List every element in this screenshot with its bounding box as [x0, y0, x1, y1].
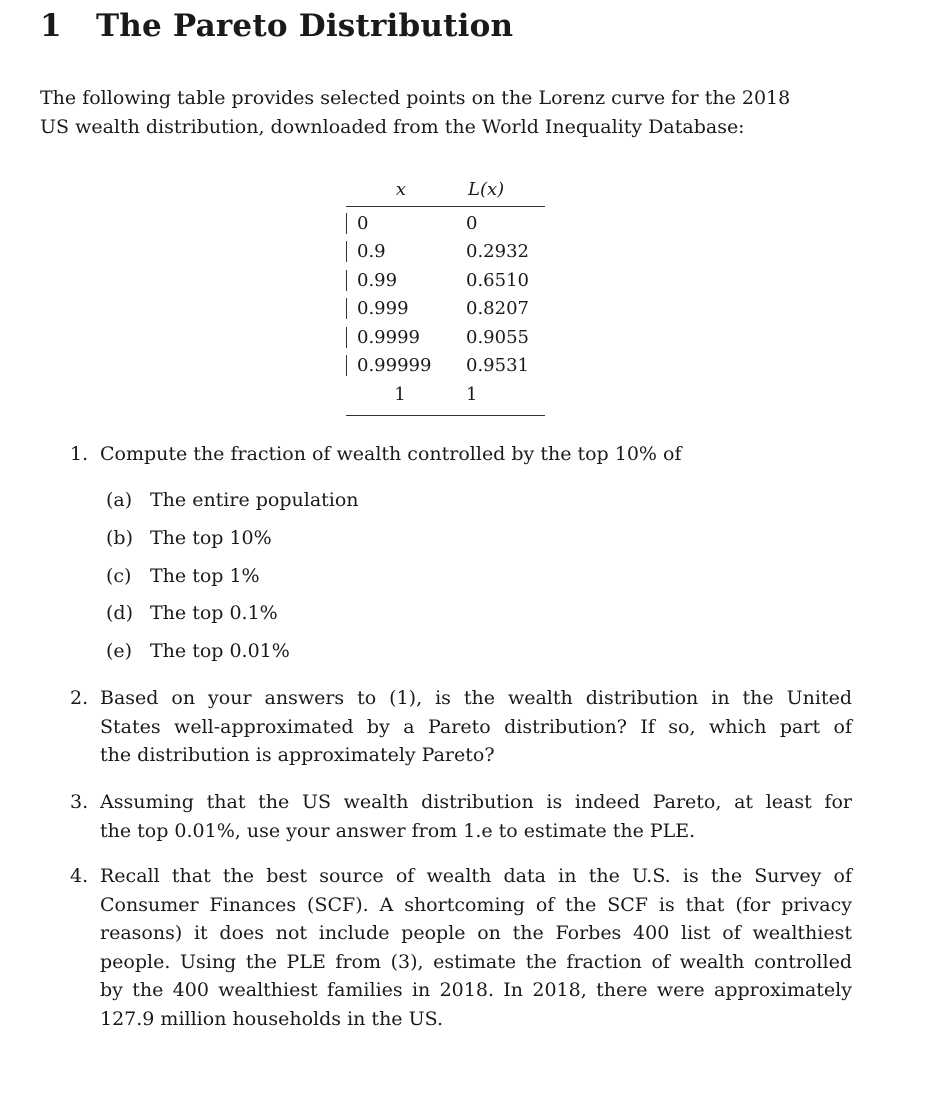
subquestion-c: [106, 562, 260, 590]
cell-lx: 1: [466, 383, 478, 405]
subquestion-d: [106, 599, 278, 627]
question-number: 1.: [70, 443, 89, 465]
subquestion-text: The top 0.1%: [150, 602, 278, 624]
question-number: 2.: [70, 687, 89, 709]
question-number: 4.: [70, 865, 89, 887]
subquestion-label: (a): [106, 489, 133, 511]
subquestion-label: (d): [106, 602, 133, 624]
question-text: [100, 440, 852, 469]
cell-x: 0.99: [346, 270, 454, 291]
table-row: [346, 238, 545, 267]
question-line: reasons) it does not include people on the Forbes 400 list of wealthiest: [100, 922, 852, 944]
table-row: [346, 380, 545, 409]
subquestion-text: The entire population: [150, 489, 359, 511]
table-row: [346, 352, 545, 381]
intro-line: The following table provides selected points on the Lorenz curve for the 2018: [40, 87, 791, 109]
cell-x: 0.9999: [346, 327, 454, 348]
table-header: [346, 172, 545, 207]
table-row: [346, 323, 545, 352]
section-title: The Pareto Distribution: [96, 8, 514, 44]
question-line: the top 0.01%, use your answer from 1.e to estimate the PLE.: [100, 819, 696, 842]
subquestion-text: The top 0.01%: [150, 640, 290, 662]
subquestion-e: [106, 637, 290, 665]
question-line: 127.9 million households in the US.: [100, 1007, 443, 1030]
column-header-x: x: [395, 178, 407, 200]
subquestion-text: The top 10%: [150, 527, 272, 549]
intro-line: US wealth distribution, downloaded from the World Inequality Database:: [40, 116, 745, 138]
section-heading: [40, 8, 513, 44]
cell-lx: 0.2932: [466, 241, 529, 263]
cell-x: 1: [394, 383, 406, 405]
question-text: [100, 788, 852, 845]
subquestion-label: (c): [106, 565, 132, 587]
cell-lx: 0.8207: [466, 298, 529, 320]
lorenz-table: [346, 172, 545, 416]
column-header-lx: L(x): [468, 178, 505, 200]
question-text: [100, 684, 852, 770]
subquestion-label: (e): [106, 640, 133, 662]
intro-paragraph: [40, 84, 840, 142]
cell-lx: 0.9055: [466, 326, 529, 348]
question-number: 3.: [70, 791, 89, 813]
cell-x: 0.9: [346, 241, 454, 262]
cell-lx: 0: [466, 212, 478, 234]
question-line: by the 400 wealthiest families in 2018. In 2018, there were approximately: [100, 979, 852, 1001]
subquestion-text: The top 1%: [150, 565, 260, 587]
question-line: Recall that the best source of wealth data in the U.S. is the Survey of: [100, 865, 852, 887]
cell-x: 0: [346, 213, 454, 234]
table-row: [346, 295, 545, 324]
subquestion-label: (b): [106, 527, 133, 549]
cell-x: 0.999: [346, 298, 454, 319]
table-row: [346, 266, 545, 295]
question-line: Consumer Finances (SCF). A shortcoming of the SCF is that (for privacy: [100, 893, 852, 916]
cell-lx: 0.9531: [466, 355, 529, 377]
cell-lx: 0.6510: [466, 269, 529, 291]
question-line: Assuming that the US wealth distribution is indeed Pareto, at least for: [100, 791, 852, 813]
table-body: [346, 207, 545, 416]
question-text: [100, 862, 852, 1033]
question-line: people. Using the PLE from (3), estimate the fraction of wealth controlled: [100, 950, 852, 973]
question-line: Based on your answers to (1), is the wealth distribution in the United: [100, 687, 852, 709]
cell-x: 0.99999: [346, 355, 454, 376]
table-row: [346, 209, 545, 238]
question-line: Compute the fraction of wealth controlled by the top 10% of: [100, 443, 682, 465]
subquestion-a: [106, 486, 359, 514]
subquestion-b: [106, 524, 272, 552]
question-line: States well-approximated by a Pareto distribution? If so, which part of: [100, 715, 852, 738]
section-number: 1: [40, 8, 62, 44]
question-line: the distribution is approximately Pareto?: [100, 744, 495, 766]
